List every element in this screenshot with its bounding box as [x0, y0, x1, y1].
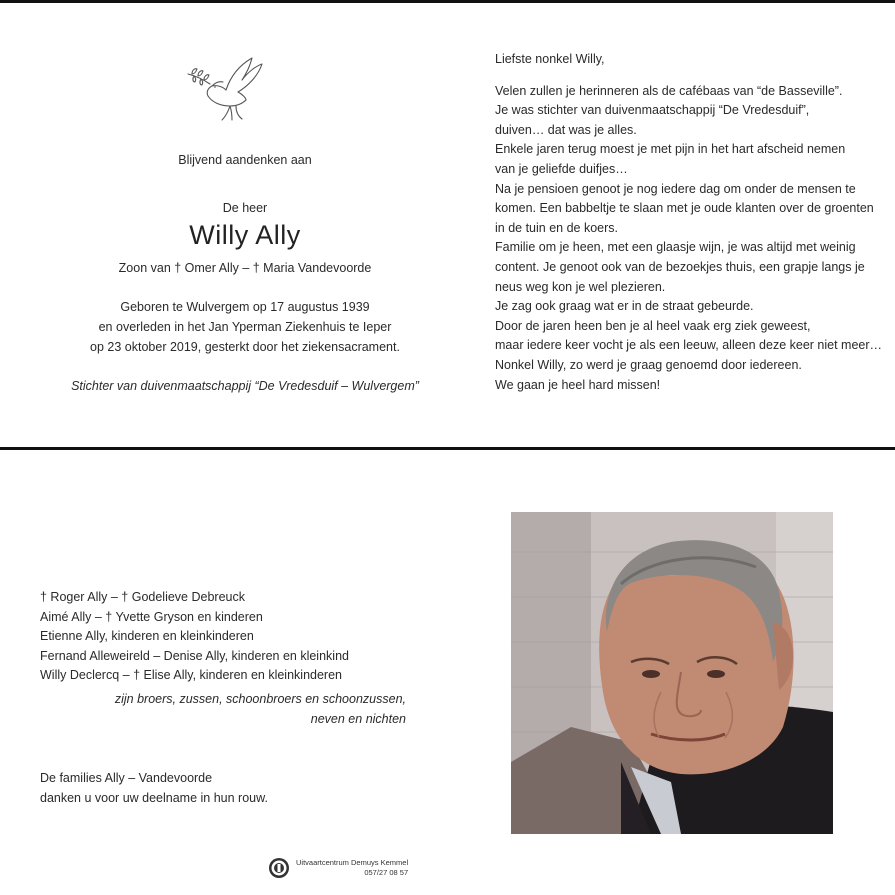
- thanks-line: De families Ally – Vandevoorde: [40, 771, 213, 785]
- card-fold-divider: [0, 447, 895, 450]
- letter-line: Door de jaren heen ben je al heel vaak erg ziek geweest,: [495, 318, 811, 333]
- letter-line: Velen zullen je herinneren als de cafébaas van “de Basseville”.: [495, 83, 843, 98]
- thanks-line: danken u voor uw deelname in hun rouw.: [40, 791, 268, 805]
- birth-death-block: [40, 297, 450, 357]
- family-member: Etienne Ally, kinderen en kleinkinderen: [40, 629, 254, 644]
- deceased-name: Willy Ally: [189, 220, 301, 250]
- relation-line: zijn broers, zussen, schoonbroers en schoonzussen,: [114, 692, 406, 706]
- parents-line: Zoon van † Omer Ally – † Maria Vandevoorde: [118, 261, 372, 275]
- letter-block: [495, 50, 883, 395]
- letter-greeting: Liefste nonkel Willy,: [495, 52, 605, 66]
- funeral-home-footer: [268, 857, 408, 879]
- family-member: † Roger Ally – † Godelieve Debreuck: [40, 590, 245, 604]
- funeral-home-name: Uitvaartcentrum Demuys Kemmel: [296, 858, 409, 867]
- letter-line: duiven… dat was je alles.: [495, 122, 637, 137]
- letter-line: Je was stichter van duivenmaatschappij “De Vredesduif”,: [495, 103, 810, 118]
- top-border: [0, 0, 895, 3]
- letter-line: komen. Een babbeltje te slaan met je oude klanten over de groenten: [495, 201, 874, 216]
- birth-death-line: Geboren te Wulvergem op 17 augustus 1939: [120, 300, 370, 314]
- letter-line: We gaan je heel hard missen!: [495, 377, 661, 392]
- founder-note: Stichter van duivenmaatschappij “De Vredesduif – Wulvergem”: [71, 379, 419, 393]
- letter-line: maar iedere keer vocht je als een leeuw, alleen deze keer niet meer…: [495, 338, 883, 353]
- letter-line: neus weg kon je wel plezieren.: [495, 279, 666, 294]
- remembrance-heading: Blijvend aandenken aan: [178, 153, 312, 167]
- letter-line: in de tuin en de koers.: [495, 220, 618, 235]
- funeral-home-logo-icon: [268, 857, 290, 879]
- birth-death-line: en overleden in het Jan Yperman Ziekenhuis te Ieper: [98, 320, 392, 334]
- letter-line: Je zag ook graag wat er in de straat gebeurde.: [495, 299, 754, 314]
- funeral-home-phone: 057/27 08 57: [364, 868, 409, 877]
- thanks-block: [40, 768, 268, 808]
- salutation: De heer: [222, 201, 268, 215]
- dove-icon: [186, 52, 266, 122]
- family-member: Willy Declercq – † Elise Ally, kinderen en kleinkinderen: [40, 668, 342, 683]
- letter-line: van je geliefde duifjes…: [495, 161, 628, 176]
- letter-line: content. Je genoot ook van de bezoekjes thuis, een grapje langs je: [495, 259, 865, 274]
- letter-line: Nonkel Willy, zo werd je graag genoemd door iedereen.: [495, 357, 802, 372]
- family-list: [40, 588, 349, 686]
- letter-line: Familie om je heen, met een glaasje wijn, je was altijd met weinig: [495, 240, 856, 255]
- portrait-photo: [511, 512, 833, 834]
- family-member: Aimé Ally – † Yvette Gryson en kinderen: [40, 609, 263, 624]
- letter-line: Na je pensioen genoot je nog iedere dag om onder de mensen te: [495, 181, 856, 196]
- family-member: Fernand Alleweireld – Denise Ally, kinderen en kleinkind: [40, 648, 349, 663]
- letter-line: Enkele jaren terug moest je met pijn in het hart afscheid nemen: [495, 142, 846, 157]
- birth-death-line: op 23 oktober 2019, gesterkt door het ziekensacrament.: [90, 340, 400, 354]
- relation-line: neven en nichten: [310, 711, 406, 726]
- family-relation: [40, 690, 406, 729]
